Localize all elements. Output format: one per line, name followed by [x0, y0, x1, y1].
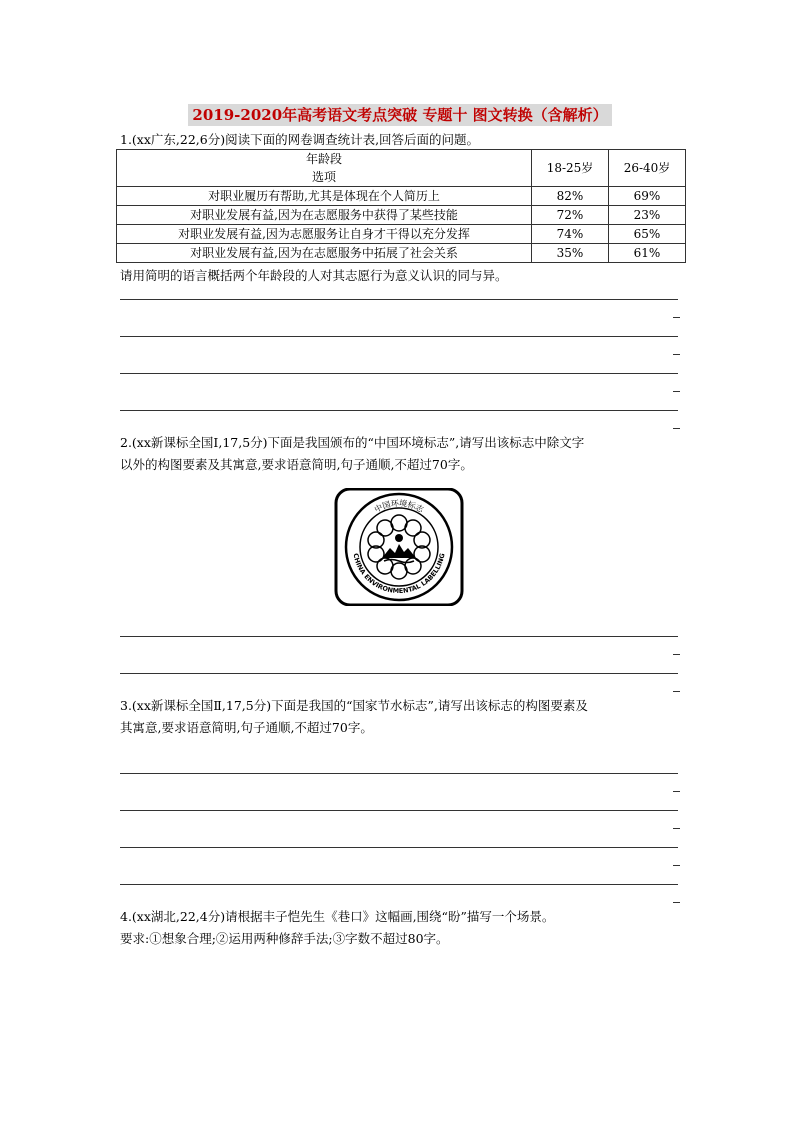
mountain-icon [382, 544, 416, 558]
answer-line[interactable] [120, 810, 678, 811]
value-cell: 35% [532, 244, 609, 263]
option-cell: 对职业履历有帮助,尤其是体现在个人简历上 [117, 187, 532, 206]
survey-table [116, 149, 686, 263]
q2-line1: 2.(xx新课标全国Ⅰ,17,5分)下面是我国颁布的“中国环境标志”,请写出该标志中除文字 [120, 435, 585, 450]
table-row [117, 244, 686, 263]
line-dash [673, 391, 680, 392]
header-age-18-25: 18-25岁 [532, 150, 609, 187]
q4-line2: 要求:①想象合理;②运用两种修辞手法;③字数不超过80字。 [120, 931, 449, 946]
table-row [117, 187, 686, 206]
value-cell: 69% [609, 187, 686, 206]
value-cell: 23% [609, 206, 686, 225]
answer-line[interactable] [120, 847, 678, 848]
q3-line2: 其寓意,要求语意简明,句子通顺,不超过70字。 [120, 720, 373, 735]
answer-line[interactable] [120, 336, 678, 337]
answer-line[interactable] [120, 373, 678, 374]
table-corner-header [117, 150, 532, 187]
answer-line[interactable] [120, 410, 678, 411]
q4-line1: 4.(xx湖北,22,4分)请根据丰子恺先生《巷口》这幅画,围绕“盼”描写一个场景。 [120, 909, 555, 924]
header-age-26-40: 26-40岁 [609, 150, 686, 187]
option-cell: 对职业发展有益,因为在志愿服务中获得了某些技能 [117, 206, 532, 225]
document-title [0, 104, 800, 126]
logo-chinese-text: 中国环境标志 [372, 498, 426, 515]
header-option: 选项 [311, 170, 336, 184]
answer-line[interactable] [120, 636, 678, 637]
table-header-row [117, 150, 686, 187]
line-dash [673, 828, 680, 829]
line-dash [673, 865, 680, 866]
document-title-text: 2019-2020年高考语文考点突破 专题十 图文转换（含解析） [188, 104, 611, 126]
option-cell: 对职业发展有益,因为志愿服务让自身才干得以充分发挥 [117, 225, 532, 244]
line-dash [673, 902, 680, 903]
line-dash [673, 317, 680, 318]
answer-line[interactable] [120, 884, 678, 885]
line-dash [673, 354, 680, 355]
sun-icon [395, 534, 403, 542]
q1-prompt: 1.(xx广东,22,6分)阅读下面的网卷调查统计表,回答后面的问题。 [120, 132, 480, 147]
header-age: 年龄段 [305, 152, 342, 166]
logo-english-text: CHINA ENVIRONMENTAL LABELLING [351, 552, 447, 596]
table-row [117, 206, 686, 225]
answer-line[interactable] [120, 773, 678, 774]
water-icon [384, 560, 414, 563]
option-cell: 对职业发展有益,因为在志愿服务中拓展了社会关系 [117, 244, 532, 263]
table-row [117, 225, 686, 244]
value-cell: 61% [609, 244, 686, 263]
line-dash [673, 428, 680, 429]
line-dash [673, 691, 680, 692]
q2-line2: 以外的构图要素及其寓意,要求语意简明,句子通顺,不超过70字。 [120, 457, 473, 472]
value-cell: 72% [532, 206, 609, 225]
answer-line[interactable] [120, 673, 678, 674]
china-environmental-label-logo [334, 488, 464, 606]
value-cell: 82% [532, 187, 609, 206]
line-dash [673, 791, 680, 792]
value-cell: 74% [532, 225, 609, 244]
q1-question: 请用简明的语言概括两个年龄段的人对其志愿行为意义认识的同与异。 [120, 268, 508, 283]
answer-line[interactable] [120, 299, 678, 300]
line-dash [673, 654, 680, 655]
value-cell: 65% [609, 225, 686, 244]
q3-line1: 3.(xx新课标全国Ⅱ,17,5分)下面是我国的“国家节水标志”,请写出该标志的构图要素及 [120, 698, 588, 713]
